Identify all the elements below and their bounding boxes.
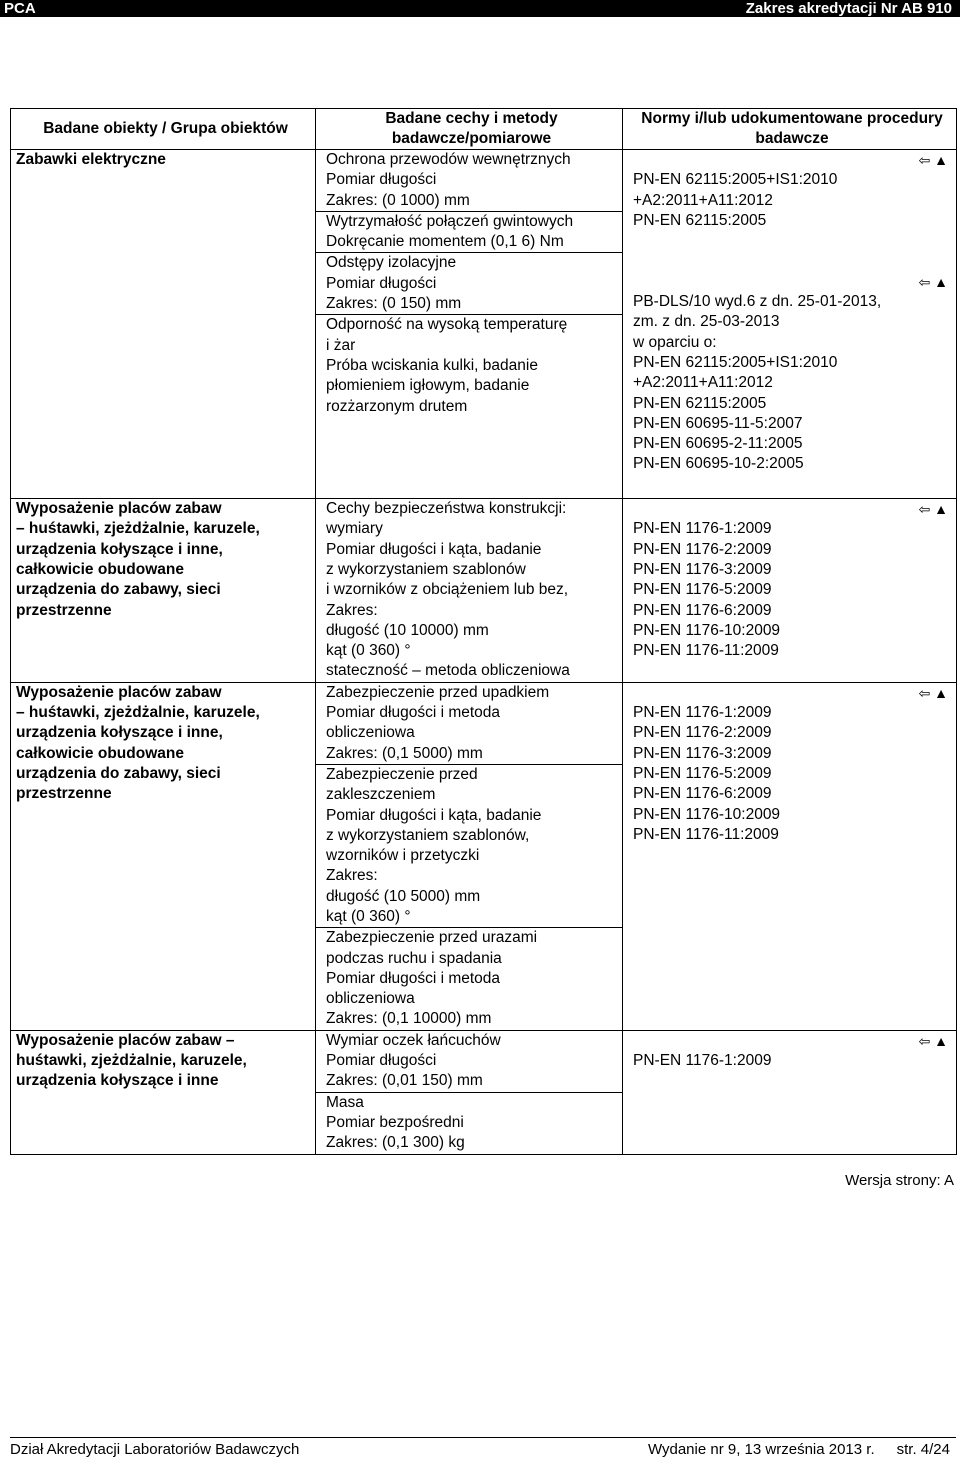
method-line: Zakres: (0 150) mm — [326, 295, 462, 313]
norm-line: PN-EN 62115:2005+IS1:2010 — [633, 353, 838, 371]
norm-line: zm. z dn. 25-03-2013 — [633, 313, 780, 331]
method-line: Ochrona przewodów wewnętrznych — [326, 151, 571, 168]
method-line: podczas ruchu i spadania — [326, 949, 502, 967]
table-row — [11, 499, 957, 683]
method-group — [316, 765, 622, 928]
method-line: Odporność na wysoką temperaturę — [326, 316, 568, 334]
norm-line: PN-EN 62115:2005+IS1:2010 — [633, 171, 838, 189]
footer-meta — [648, 1441, 950, 1458]
method-line: Pomiar długości — [326, 171, 437, 189]
norms-block — [623, 683, 956, 845]
norm-line — [633, 272, 956, 292]
norm-line: PN-EN 62115:2005 — [633, 394, 767, 412]
table-row — [11, 1030, 957, 1154]
object-line: urządzenia kołyszące i inne — [16, 1072, 219, 1090]
method-line: długość (10 10000) mm — [326, 621, 489, 639]
col-header-norms: Normy i/lub udokumentowane procedury badawcze — [623, 109, 957, 150]
norms-block — [623, 499, 956, 661]
footer-page: str. 4/24 — [896, 1441, 950, 1458]
norms-block — [623, 150, 956, 272]
norm-line: PN-EN 60695-2-11:2005 — [633, 435, 803, 453]
page-version: Wersja strony: A — [845, 1172, 954, 1189]
method-line: Pomiar długości — [326, 1052, 437, 1070]
method-group — [316, 315, 622, 498]
method-group — [316, 150, 622, 212]
norm-line: PN-EN 1176-11:2009 — [633, 825, 779, 843]
method-line: długość (10 5000) mm — [326, 887, 481, 905]
norms-cell — [623, 682, 957, 1030]
method-line: stateczność – metoda obliczeniowa — [326, 662, 570, 680]
header-title: Zakres akredytacji Nr AB 910 — [745, 0, 952, 17]
table-row — [11, 682, 957, 1030]
norm-line — [633, 231, 956, 251]
norm-line: PN-EN 1176-6:2009 — [633, 785, 772, 803]
method-line: z wykorzystaniem szablonów, — [326, 826, 530, 844]
method-line: Pomiar długości i kąta, badanie — [326, 806, 542, 824]
object-line: Wyposażenie placów zabaw — [16, 500, 222, 518]
col-header-objects: Badane obiekty / Grupa obiektów — [11, 109, 316, 150]
norm-line — [633, 1031, 956, 1051]
method-line: Zabezpieczenie przed urazami — [326, 929, 538, 947]
method-line: Zabezpieczenie przed — [326, 765, 478, 783]
norm-line — [633, 499, 956, 519]
norm-line — [633, 683, 956, 703]
method-line: Zakres: (0,01 150) mm — [326, 1072, 483, 1090]
norm-line: PN-EN 62115:2005 — [633, 211, 767, 229]
norm-line: PN-EN 1176-10:2009 — [633, 805, 781, 823]
arrow-up-marker-icon: ⇦ ▲ — [918, 684, 948, 701]
method-group — [316, 928, 622, 1029]
object-line: urządzenia kołyszące i inne, — [16, 724, 223, 742]
method-line: Zakres: (0,1 300) kg — [326, 1134, 465, 1152]
method-line — [326, 437, 622, 457]
page-header — [0, 0, 960, 17]
method-line: Pomiar długości i kąta, badanie — [326, 540, 542, 558]
method-line: zakleszczeniem — [326, 786, 436, 804]
object-cell — [11, 1030, 316, 1154]
method-line: Pomiar bezpośredni — [326, 1113, 464, 1131]
object-line: urządzenia do zabawy, sieci — [16, 581, 221, 599]
object-line: całkowicie obudowane — [16, 744, 184, 762]
norms-block — [623, 272, 956, 475]
col-header-methods: Badane cechy i metody badawcze/pomiarowe — [316, 109, 623, 150]
norm-line: PN-EN 1176-10:2009 — [633, 621, 781, 639]
object-cell — [11, 682, 316, 1030]
method-line: obliczeniowa — [326, 990, 415, 1008]
arrow-up-marker-icon: ⇦ ▲ — [918, 152, 948, 168]
method-line: Wymiar oczek łańcuchów — [326, 1031, 501, 1049]
footer-edition: Wydanie nr 9, 13 września 2013 r. — [647, 1441, 875, 1458]
method-line: z wykorzystaniem szablonów — [326, 560, 526, 578]
norms-cell — [623, 1030, 957, 1154]
method-line: Wytrzymałość połączeń gwintowych — [326, 212, 574, 230]
object-line: całkowicie obudowane — [16, 560, 184, 578]
method-line: Zakres: — [326, 601, 378, 619]
norm-line: PN-EN 1176-6:2009 — [633, 601, 772, 619]
header-org: PCA — [4, 0, 36, 17]
method-line: Zakres: (0,1 10000) mm — [326, 1010, 492, 1028]
footer-department: Dział Akredytacji Laboratoriów Badawczych — [10, 1441, 300, 1458]
norm-line: PN-EN 60695-10-2:2005 — [633, 455, 804, 473]
object-line: Wyposażenie placów zabaw – — [16, 1031, 235, 1049]
norm-line: +A2:2011+A11:2012 — [633, 374, 773, 392]
object-line: huśtawki, zjeżdżalnie, karuzele, — [16, 1052, 247, 1070]
object-cell — [11, 150, 316, 499]
norms-cell — [623, 499, 957, 683]
method-line: kąt (0 360) ° — [326, 642, 411, 660]
object-line: przestrzenne — [16, 601, 112, 619]
norm-line: +A2:2011+A11:2012 — [633, 191, 773, 209]
method-line: Dokręcanie momentem (0,1 6) Nm — [326, 233, 564, 251]
methods-cell — [316, 150, 623, 499]
method-line: Odstępy izolacyjne — [326, 254, 457, 272]
norm-line: PN-EN 1176-3:2009 — [633, 560, 772, 578]
arrow-up-marker-icon: ⇦ ▲ — [918, 501, 948, 518]
norm-line: PB-DLS/10 wyd.6 z dn. 25-01-2013, — [633, 293, 882, 311]
norm-line: PN-EN 1176-1:2009 — [633, 520, 772, 538]
table-row — [11, 150, 957, 499]
object-line: – huśtawki, zjeżdżalnie, karuzele, — [16, 704, 260, 722]
method-line: Zakres: (0,1 5000) mm — [326, 744, 483, 762]
method-line: Pomiar długości — [326, 274, 437, 292]
method-line — [326, 417, 622, 437]
norm-line: PN-EN 1176-2:2009 — [633, 540, 772, 558]
norm-line: PN-EN 1176-3:2009 — [633, 744, 772, 762]
method-group — [316, 212, 622, 254]
method-line: płomieniem igłowym, badanie — [326, 377, 530, 395]
object-line: przestrzenne — [16, 785, 112, 803]
object-cell — [11, 499, 316, 683]
method-line: Pomiar długości i metoda — [326, 704, 501, 722]
method-line: kąt (0 360) ° — [326, 907, 411, 925]
norm-line: PN-EN 1176-5:2009 — [633, 581, 772, 599]
norms-block — [623, 1031, 956, 1072]
norm-line: PN-EN 1176-1:2009 — [633, 704, 772, 722]
object-line: Zabawki elektryczne — [16, 151, 166, 168]
norm-line: PN-EN 1176-2:2009 — [633, 724, 772, 742]
method-line: Masa — [326, 1093, 364, 1111]
method-line: wymiary — [326, 520, 383, 538]
norm-line: PN-EN 1176-11:2009 — [633, 642, 779, 660]
norm-line — [633, 150, 956, 170]
method-line: Zabezpieczenie przed upadkiem — [326, 683, 550, 701]
method-line: Zakres: — [326, 867, 378, 885]
method-line: wzorników i przetyczki — [326, 847, 480, 865]
norm-line: PN-EN 60695-11-5:2007 — [633, 414, 803, 432]
method-line: Cechy bezpieczeństwa konstrukcji: — [326, 500, 567, 518]
method-line: i wzorników z obciążeniem lub bez, — [326, 581, 569, 599]
accreditation-table — [10, 108, 957, 1155]
method-line: Próba wciskania kulki, badanie — [326, 356, 538, 374]
method-group — [316, 1031, 622, 1093]
norm-line: w oparciu o: — [633, 333, 717, 351]
methods-cell — [316, 1030, 623, 1154]
arrow-up-marker-icon: ⇦ ▲ — [918, 1032, 948, 1049]
arrow-up-marker-icon: ⇦ ▲ — [918, 273, 948, 290]
method-line — [326, 478, 622, 498]
norms-cell — [623, 150, 957, 499]
object-line: urządzenia kołyszące i inne, — [16, 540, 223, 558]
method-line: obliczeniowa — [326, 724, 415, 742]
method-group — [316, 253, 622, 315]
method-line: Zakres: (0 1000) mm — [326, 191, 470, 209]
methods-cell — [316, 499, 623, 683]
method-line: i żar — [326, 336, 356, 354]
method-group — [316, 683, 622, 765]
norm-line — [633, 251, 956, 271]
object-line: – huśtawki, zjeżdżalnie, karuzele, — [16, 520, 260, 538]
object-line: Wyposażenie placów zabaw — [16, 683, 222, 701]
method-group — [316, 1093, 622, 1154]
methods-cell — [316, 682, 623, 1030]
norm-line: PN-EN 1176-5:2009 — [633, 764, 772, 782]
method-line — [326, 457, 622, 477]
object-line: urządzenia do zabawy, sieci — [16, 764, 221, 782]
method-line: Pomiar długości i metoda — [326, 969, 501, 987]
method-group — [316, 499, 622, 682]
norm-line: PN-EN 1176-1:2009 — [633, 1052, 772, 1070]
method-line: rozżarzonym drutem — [326, 397, 468, 415]
